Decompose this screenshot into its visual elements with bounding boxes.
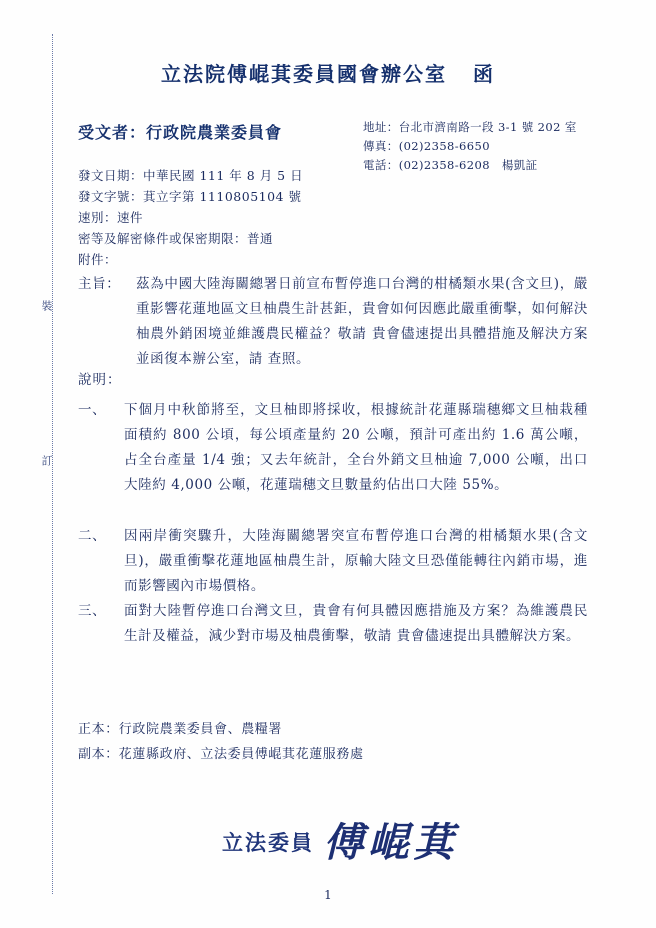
contact-block — [363, 118, 577, 175]
recipient-value: 行政院農業委員會 — [146, 123, 283, 142]
meta-date: 發文日期：中華民國 111 年 8 月 5 日 — [78, 168, 304, 183]
document-title-suffix: 函 — [473, 62, 495, 86]
signature-block — [222, 805, 459, 866]
contact-fax: 傳真：(02)2358-6650 — [363, 139, 490, 153]
recipient-line — [78, 120, 282, 143]
explanation-label: 說明： — [78, 372, 122, 388]
binding-mark-top: 裝 — [40, 300, 53, 312]
item-text: 因兩岸衝突驟升，大陸海關總署突宣布暫停進口台灣的柑橘類水果(含文旦)，嚴重衝擊花蓮地區柚農生計，原輸大陸文旦恐僅能轉往內銷市場，進而影響國內市場價格。 — [124, 528, 588, 594]
contact-address: 地址：台北市濟南路一段 3-1 號 202 室 — [363, 120, 577, 134]
subject-label: 主旨： — [78, 276, 121, 292]
cc-copy-recipients: 副本：花蓮縣政府、立法委員傅崐萁花蓮服務處 — [78, 747, 364, 762]
item-number: 三、 — [78, 603, 107, 619]
subject-text: 茲為中國大陸海關總署日前宣布暫停進口台灣的柑橘類水果(含文旦)，嚴重影響花蓮地區文旦柚農生計甚鉅，貴會如何因應此嚴重衝擊，如何解決柚農外銷困境並維護農民權益？敬請 貴會儘速提出具體措施及解決方案並函復本辦公室，請 查照。 — [136, 276, 588, 367]
recipient-label: 受文者： — [78, 123, 147, 142]
explanation-item-2 — [78, 524, 590, 599]
explanation-item-3 — [78, 599, 590, 649]
signature-title: 立法委員 — [222, 830, 314, 855]
meta-attachment: 附件： — [78, 252, 118, 267]
item-number: 一、 — [78, 402, 107, 418]
cc-main-recipients: 正本：行政院農業委員會、農糧署 — [78, 722, 283, 737]
subject-block — [78, 272, 590, 372]
document-meta — [78, 165, 303, 270]
page-number: 1 — [324, 888, 332, 902]
signature-name: 傅崐萁 — [323, 819, 459, 866]
document-title-main: 立法院傅崐萁委員國會辦公室 — [161, 62, 447, 86]
meta-docnum: 發文字號：萁立字第 1110805104 號 — [78, 189, 302, 204]
item-number: 二、 — [78, 528, 107, 544]
meta-speed: 速別：速件 — [78, 210, 144, 225]
document-title — [0, 58, 656, 87]
explanation-item-1 — [78, 398, 590, 498]
meta-secrecy: 密等及解密條件或保密期限：普通 — [78, 231, 274, 246]
binding-mark-bottom: 訂 — [40, 455, 53, 467]
contact-phone: 電話：(02)2358-6208 楊凱証 — [363, 158, 538, 172]
item-text: 下個月中秋節將至，文旦柚即將採收，根據統計花蓮縣瑞穗鄉文旦柚栽種面積約 800 公頃，每公頃產量約 20 公噸，預計可產出約 1.6 萬公噸，占全台產量 1/4 強；又去年統計，全台外銷文旦柚逾 7,000 公噸，出口大陸約 4,000 公噸，花蓮瑞穗文旦數量約佔出口大陸 55%。 — [124, 402, 588, 493]
item-text: 面對大陸暫停進口台灣文旦，貴會有何具體因應措施及方案？為維護農民生計及權益，減少對市場及柚農衝擊，敬請 貴會儘速提出具體解決方案。 — [124, 603, 588, 644]
